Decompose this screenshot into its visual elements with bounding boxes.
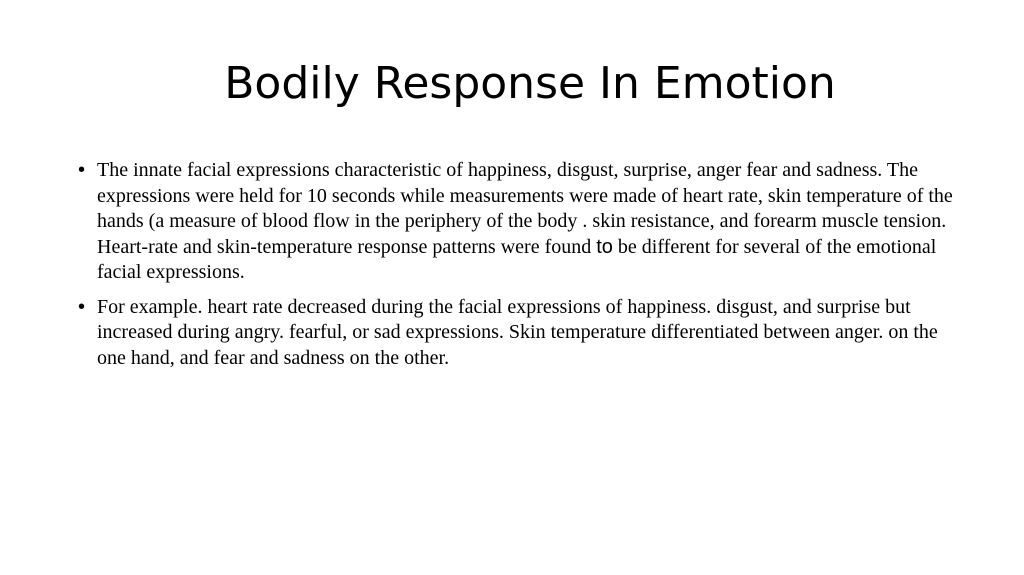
bullet-item-1 bbox=[78, 158, 958, 286]
slide-title: Bodily Response In Emotion bbox=[224, 58, 836, 109]
bullet-1-text-part-1: The innate facial expressions characteristic of happiness, disgust, surprise, anger fear and sadness. The expressions were held for 10 seconds while measurements were made of heart rate, skin temperature of the hands (a measure of blood flow in the periphery of the body . skin resistance, and forearm muscle tension. Heart-rate and skin-temperature response patterns were found bbox=[97, 159, 953, 258]
bullet-list bbox=[78, 158, 958, 380]
bullet-marker-icon: • bbox=[78, 159, 86, 181]
bullet-2-text: For example. heart rate decreased during the facial expressions of happiness. disgust, and surprise but increased during angry. fearful, or sad expressions. Skin temperature differentiated between anger. on the one hand, and fear and sadness on the other. bbox=[97, 295, 938, 369]
bullet-1-text-part-3: be different for several of the emotional facial expressions. bbox=[97, 235, 937, 283]
bullet-1-text-part-2: to bbox=[596, 235, 613, 258]
bullet-item-2 bbox=[78, 295, 958, 372]
bullet-marker-icon: • bbox=[78, 295, 86, 318]
